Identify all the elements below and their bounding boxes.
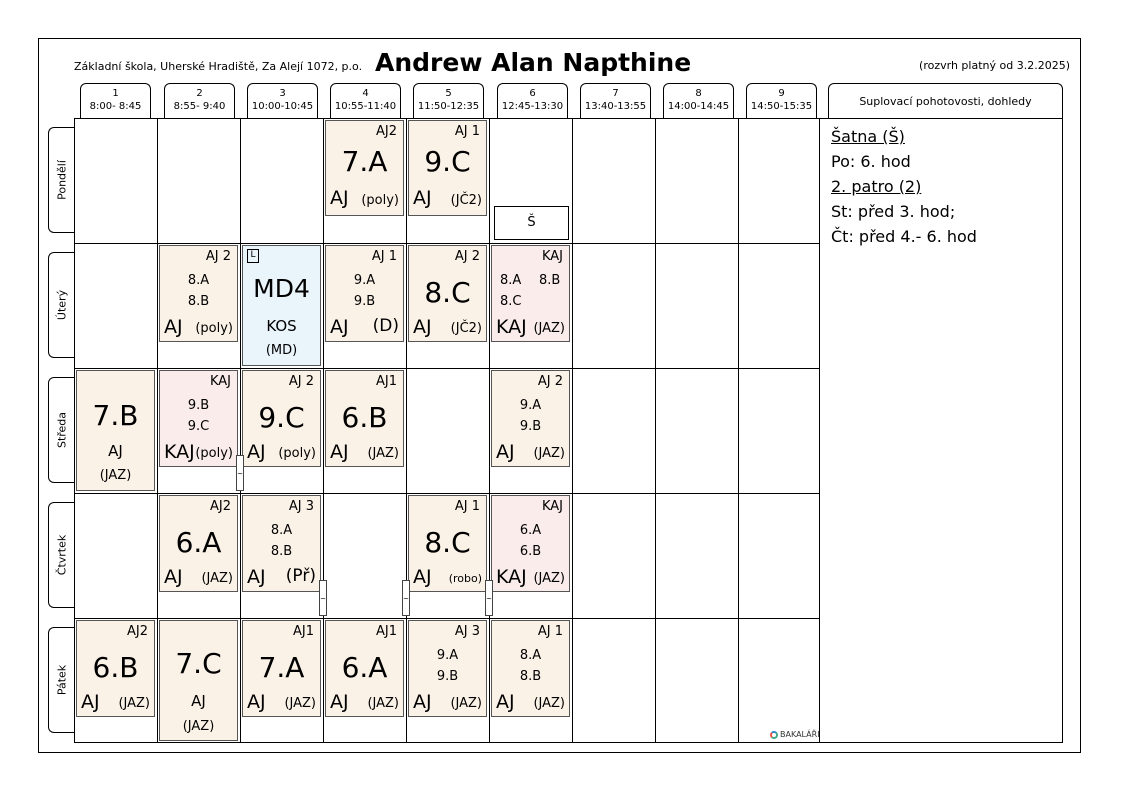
lesson-card-fri-2[interactable]: 7.C AJ (JAZ) xyxy=(159,620,238,741)
lesson-card-thu-2[interactable]: AJ2 6.A AJ (JAZ) xyxy=(159,495,238,592)
lesson-card-thu-6[interactable]: KAJ 6.A 6.B KAJ (JAZ) xyxy=(491,495,570,592)
lesson-card-tue-4[interactable]: AJ 1 9.A 9.B AJ (D) xyxy=(325,245,404,342)
grid-line xyxy=(572,118,573,743)
lesson-card-tue-6[interactable]: KAJ 8.A 8.B 8.C KAJ (JAZ) xyxy=(491,245,570,342)
lesson-card-wed-1[interactable]: 7.B AJ (JAZ) xyxy=(76,370,155,491)
lesson-card-wed-3[interactable]: AJ 2 9.C AJ (poly) xyxy=(242,370,321,467)
day-label-wednesday: Středa xyxy=(48,377,75,483)
lesson-card-thu-3[interactable]: AJ 3 8.A 8.B AJ (Př) xyxy=(242,495,321,592)
teacher-name: Andrew Alan Napthine xyxy=(375,48,692,77)
lesson-card-tue-5[interactable]: AJ 2 8.C AJ (JČ2) xyxy=(408,245,487,342)
duty-notes xyxy=(831,124,977,249)
day-label-tuesday: Úterý xyxy=(48,252,75,358)
lesson-card-tue-2[interactable]: AJ 2 8.A 8.B AJ (poly) xyxy=(159,245,238,342)
lesson-card-fri-1[interactable]: AJ2 6.B AJ (JAZ) xyxy=(76,620,155,717)
day-label-friday: Pátek xyxy=(48,627,75,733)
grid-line xyxy=(323,118,324,743)
lesson-card-tue-3[interactable]: L MD4 KOS (MD) xyxy=(242,245,321,366)
duty-marker: ~ xyxy=(485,580,493,616)
lesson-card-mon-4[interactable]: AJ2 7.A AJ (poly) xyxy=(325,120,404,216)
grid-line xyxy=(655,118,656,743)
lesson-card-fri-3[interactable]: AJ1 7.A AJ (JAZ) xyxy=(242,620,321,717)
period-header-3: 3 10:00-10:45 xyxy=(247,83,318,118)
grid-line xyxy=(74,618,820,619)
period-header-5: 5 11:50-12:35 xyxy=(413,83,484,118)
period-header-1: 1 8:00- 8:45 xyxy=(80,83,151,118)
duty-marker: ~ xyxy=(402,580,410,616)
lesson-card-fri-5[interactable]: AJ 3 9.A 9.B AJ (JAZ) xyxy=(408,620,487,717)
duty-marker: ~ xyxy=(319,580,327,616)
period-header-7: 7 13:40-13:55 xyxy=(580,83,651,118)
substitution-column-header: Suplovací pohotovosti, dohledy xyxy=(828,83,1063,118)
period-header-9: 9 14:50-15:35 xyxy=(746,83,817,118)
grid-line xyxy=(406,118,407,743)
grid-line xyxy=(74,368,820,369)
note-line: St: před 3. hod; xyxy=(831,202,956,221)
grid-line xyxy=(738,118,739,743)
grid-line xyxy=(74,243,820,244)
lesson-card-wed-2[interactable]: KAJ 9.B 9.C KAJ (poly) xyxy=(159,370,238,467)
grid-line xyxy=(74,493,820,494)
grid-line xyxy=(489,118,490,743)
duty-marker: ~ xyxy=(236,455,244,491)
validity-note: (rozvrh platný od 3.2.2025) xyxy=(919,59,1070,72)
period-header-2: 2 8:55- 9:40 xyxy=(164,83,235,118)
lesson-card-thu-5[interactable]: AJ 1 8.C AJ (robo) xyxy=(408,495,487,592)
duty-box: Š xyxy=(494,206,569,240)
lesson-card-fri-4[interactable]: AJ1 6.A AJ (JAZ) xyxy=(325,620,404,717)
bakalari-logo-icon xyxy=(770,731,778,739)
day-label-monday: Pondělí xyxy=(48,127,75,233)
lesson-card-wed-6[interactable]: AJ 2 9.A 9.B AJ (JAZ) xyxy=(491,370,570,467)
period-header-6: 6 12:45-13:30 xyxy=(497,83,568,118)
period-header-8: 8 14:00-14:45 xyxy=(663,83,734,118)
note-line: Po: 6. hod xyxy=(831,152,911,171)
note-line: Šatna (Š) xyxy=(831,127,905,146)
period-header-4: 4 10:55-11:40 xyxy=(330,83,401,118)
lesson-card-wed-4[interactable]: AJ1 6.B AJ (JAZ) xyxy=(325,370,404,467)
day-label-thursday: Čtvrtek xyxy=(48,502,75,608)
grid-line xyxy=(240,118,241,743)
school-name: Základní škola, Uherské Hradiště, Za Alejí 1072, p.o. xyxy=(74,60,363,73)
lesson-card-mon-5[interactable]: AJ 1 9.C AJ (JČ2) xyxy=(408,120,487,216)
note-line: 2. patro (2) xyxy=(831,177,922,196)
grid-line xyxy=(157,118,158,743)
lesson-card-fri-6[interactable]: AJ 1 8.A 8.B AJ (JAZ) xyxy=(491,620,570,717)
note-line: Čt: před 4.- 6. hod xyxy=(831,227,977,246)
bakalari-logo: BAKALÁŘI xyxy=(770,730,820,739)
